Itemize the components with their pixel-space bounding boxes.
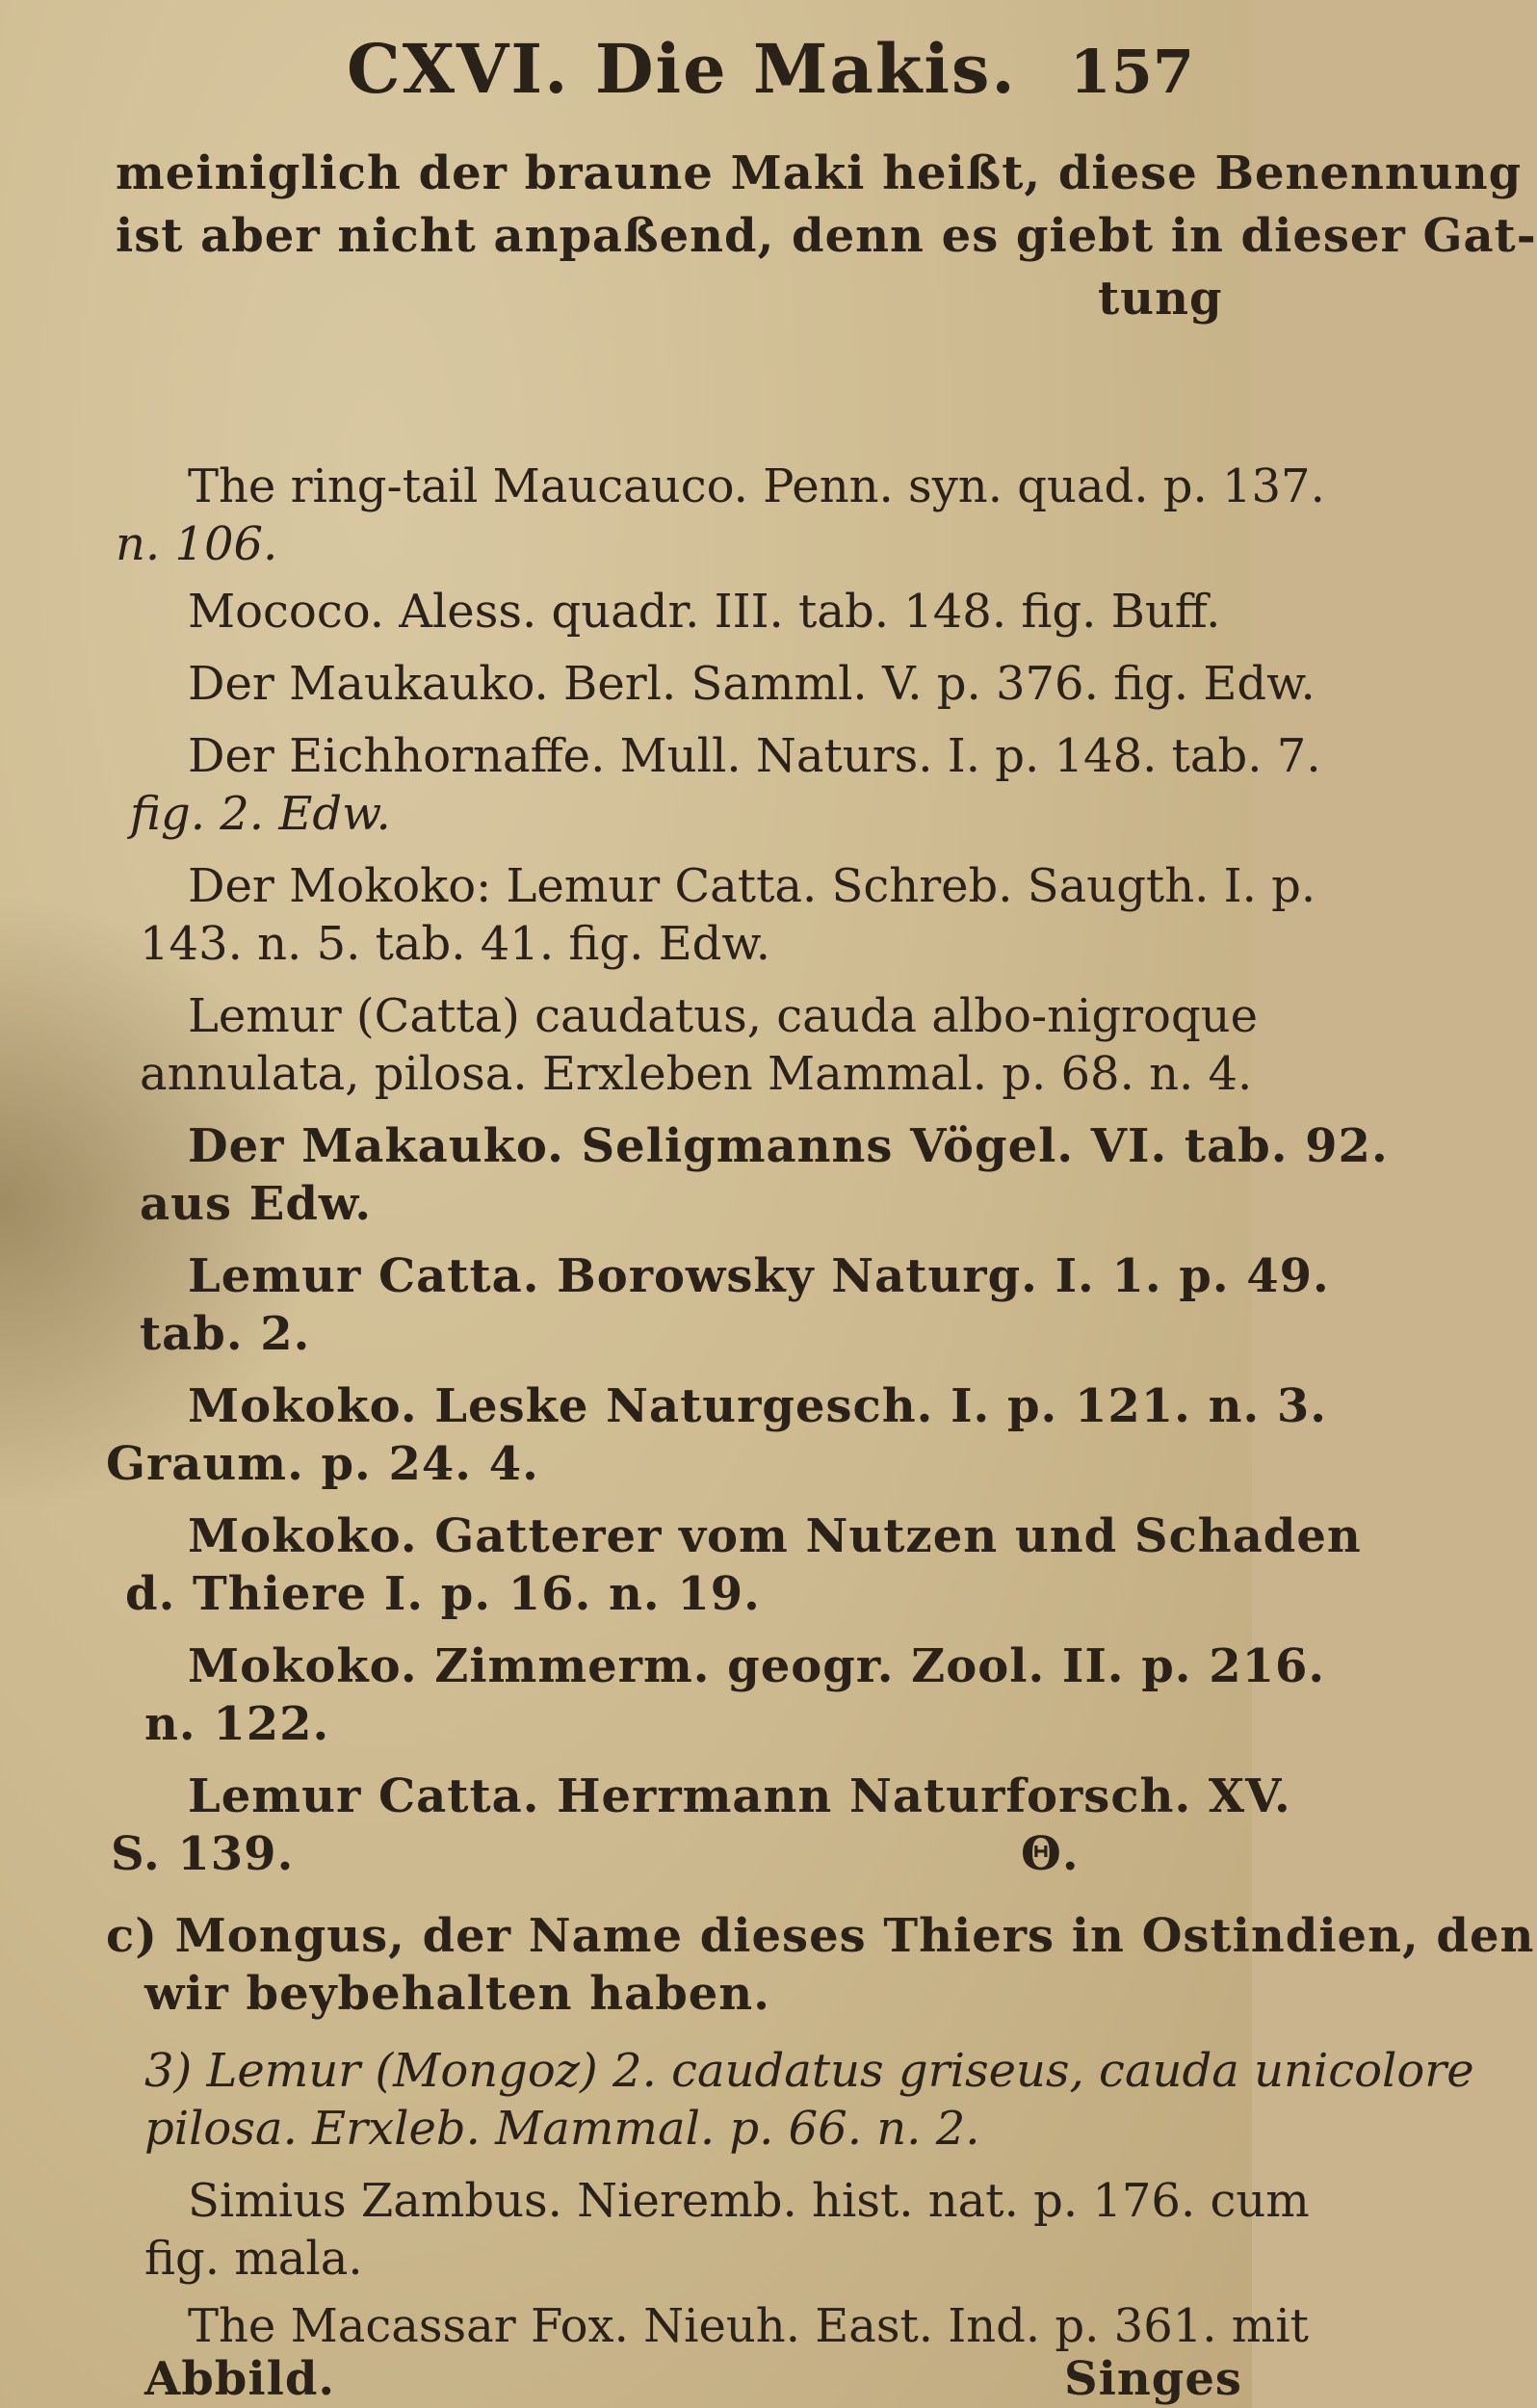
text-line: d. Thiere I. p. 16. n. 19.	[125, 1567, 761, 1621]
text-line: Der Maukauko. Berl. Samml. V. p. 376. fig. Edw.	[188, 657, 1316, 711]
text-line: The ring-tail Maucauco. Penn. syn. quad. p. 137.	[188, 459, 1325, 513]
text-line: Simius Zambus. Nieremb. hist. nat. p. 176. cum	[188, 2174, 1310, 2228]
text-line: Mococo. Aless. quadr. III. tab. 148. fig. Buff.	[188, 585, 1221, 639]
text-line: Abbild.	[144, 2352, 336, 2406]
text-line: 3) Lemur (Mongoz) 2. caudatus griseus, cauda unicolore	[144, 2044, 1474, 2098]
text-line: Lemur Catta. Herrmann Naturforsch. XV.	[188, 1769, 1291, 1823]
text-line: meiniglich der braune Maki heißt, diese Benennung	[116, 146, 1523, 200]
text-line: Der Makauko. Seligmanns Vögel. VI. tab. 92.	[188, 1119, 1389, 1173]
text-line: The Macassar Fox. Nieuh. East. Ind. p. 361. mit	[188, 2299, 1309, 2353]
catchword: Singes	[1064, 2352, 1242, 2406]
page-header	[144, 19, 1213, 116]
text-line: n. 122.	[144, 1697, 330, 1751]
text-line: Graum. p. 24. 4.	[106, 1437, 539, 1491]
text-line: Mokoko. Leske Naturgesch. I. p. 121. n. 3.	[188, 1379, 1328, 1433]
text-line: Der Eichhornaffe. Mull. Naturs. I. p. 148. tab. 7.	[188, 729, 1321, 783]
text-line: S. 139.	[111, 1827, 295, 1881]
text-line: ist aber nicht anpaßend, denn es giebt in dieser Gat-	[116, 209, 1537, 263]
text-line: n. 106.	[116, 517, 278, 571]
text-line: Lemur (Catta) caudatus, cauda albo-nigroque	[188, 989, 1258, 1043]
text-line: Mokoko. Zimmerm. geogr. Zool. II. p. 216.	[188, 1639, 1326, 1693]
text-line: wir beybehalten haben.	[144, 1967, 770, 2021]
text-line: fig. mala.	[144, 2232, 363, 2286]
text-line: aus Edw.	[140, 1177, 373, 1231]
text-line: tung	[1098, 272, 1223, 326]
text-line: tab. 2.	[140, 1307, 311, 1361]
chapter-title: CXVI. Die Makis.	[347, 29, 1017, 109]
text-line: Mokoko. Gatterer vom Nutzen und Schaden	[188, 1509, 1362, 1563]
page-number: 157	[1069, 37, 1194, 107]
text-line: Der Mokoko: Lemur Catta. Schreb. Saugth. I. p.	[188, 859, 1316, 913]
text-line: annulata, pilosa. Erxleben Mammal. p. 68. n. 4.	[140, 1047, 1253, 1101]
text-line: pilosa. Erxleb. Mammal. p. 66. n. 2.	[144, 2102, 980, 2156]
text-line: fig. 2. Edw.	[130, 787, 391, 841]
text-line: c) Mongus, der Name dieses Thiers in Ostindien, den	[106, 1909, 1535, 1963]
text-line: 143. n. 5. tab. 41. fig. Edw.	[140, 917, 771, 971]
text-line: Θ.	[1021, 1827, 1080, 1881]
text-line: Lemur Catta. Borowsky Naturg. I. 1. p. 49.	[188, 1249, 1330, 1303]
